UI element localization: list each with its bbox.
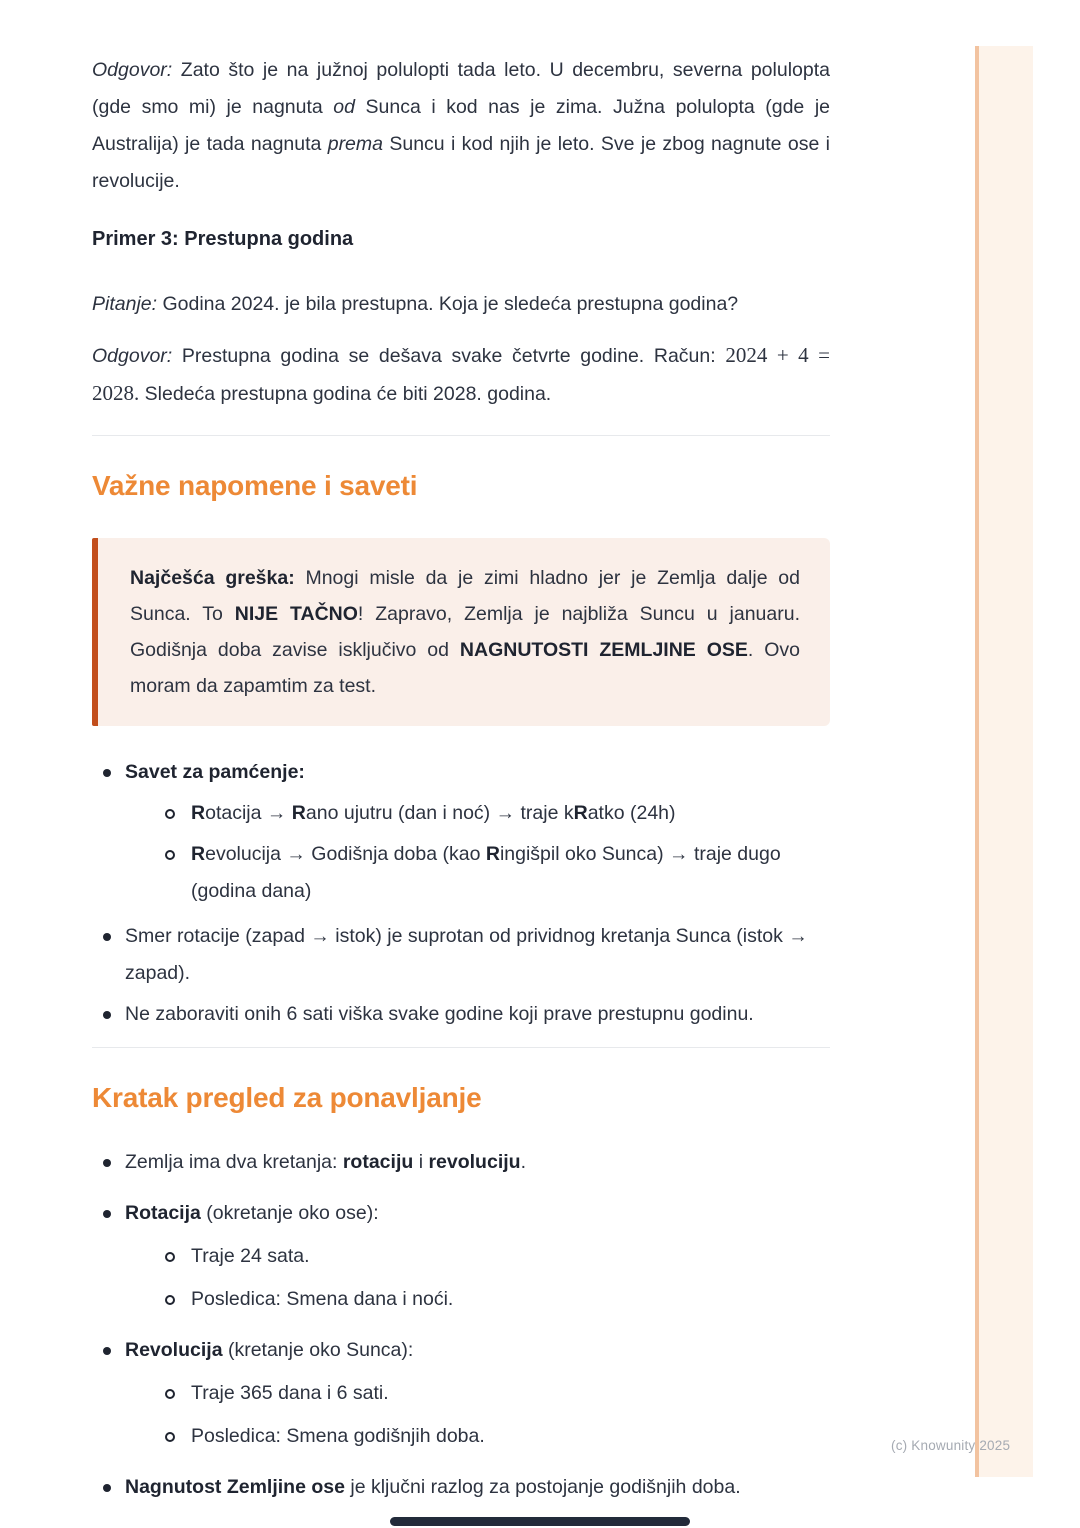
watermark-copyright: (c) Knowunity 2025 <box>891 1438 1011 1453</box>
list-subitem-rotation-mnemonic <box>158 795 830 832</box>
list-item-text: Savet za pamćenje: <box>125 761 305 783</box>
list-item-text: Ne zaboraviti onih 6 sati viška svake godine koji prave prestupnu godinu. <box>125 1003 754 1025</box>
list-item-text: Traje 365 dana i 6 sati. <box>191 1382 389 1404</box>
list-item-text: Posledica: Smena dana i noći. <box>191 1288 454 1310</box>
paragraph-answer-leap-year: Odgovor: Prestupna godina se dešava svake četvrte godine. Račun: 2024 + 4 = 2028. Sledeća prestupna godina će biti 2028. godina. <box>92 343 830 405</box>
list-item-two-motions <box>92 1144 830 1181</box>
paragraph-question-leap-year: Pitanje: Godina 2024. je bila prestupna. Koja je sledeća prestupna godina? <box>92 293 739 315</box>
list-item-rotation <box>92 1195 830 1318</box>
list-item-rotation-direction <box>92 918 830 992</box>
right-margin-stripe <box>975 46 1033 1477</box>
list-item-memory-tip <box>92 754 830 910</box>
list-item-text: Nagnutost Zemljine ose je ključni razlog za postojanje godišnjih doba. <box>125 1476 741 1498</box>
list-item-text: Zemlja ima dva kretanja: rotaciju i revoluciju. <box>125 1151 526 1173</box>
list-item-text: Revolucija (kretanje oko Sunca): <box>125 1339 414 1361</box>
list-item-text: Rotacija (okretanje oko ose): <box>125 1202 379 1224</box>
section-divider-1 <box>92 435 830 436</box>
heading-primer-3: Primer 3: Prestupna godina <box>92 228 354 250</box>
list-item-axis-tilt <box>92 1469 830 1506</box>
heading-important-notes: Važne napomene i saveti <box>92 470 418 501</box>
list-subitem-rotation-consequence <box>158 1281 830 1318</box>
callout-text: Najčešća greška: Mnogi misle da je zimi hladno jer je Zemlja dalje od Sunca. To NIJE TAČNO! Zapravo, Zemlja je najbliža Suncu u januaru. Godišnja doba zavise isključivo od NAGNUTOSTI ZEMLJINE OSE. Ovo moram da zapamtim za test. <box>130 567 801 697</box>
list-subitem-revolution-consequence <box>158 1418 830 1455</box>
heading-quick-review: Kratak pregled za ponavljanje <box>92 1082 482 1113</box>
memory-tip-sublist <box>125 795 830 910</box>
revolution-sublist <box>125 1375 830 1455</box>
tips-list <box>92 754 830 1033</box>
list-item-text: Revolucija → Godišnja doba (kao Ringišpil oko Sunca) → traje dugo (godina dana) <box>191 843 781 902</box>
list-subitem-revolution-mnemonic <box>158 836 830 910</box>
list-item-text: Traje 24 sata. <box>191 1245 310 1267</box>
section-divider-2 <box>92 1047 830 1048</box>
callout-common-mistake <box>92 538 830 726</box>
review-list <box>92 1144 830 1506</box>
note-content <box>92 0 830 1520</box>
home-indicator[interactable] <box>390 1517 690 1526</box>
list-item-text: Rotacija → Rano ujutru (dan i noć) → traje kRatko (24h) <box>191 802 676 824</box>
list-item-revolution <box>92 1332 830 1455</box>
rotation-sublist <box>125 1238 830 1318</box>
list-item-text: Posledica: Smena godišnjih doba. <box>191 1425 485 1447</box>
list-item-leap-hours <box>92 996 830 1033</box>
list-subitem-rotation-duration <box>158 1238 830 1275</box>
list-item-text: Smer rotacije (zapad → istok) je suprotan od prividnog kretanja Sunca (istok → zapad). <box>125 925 808 984</box>
list-subitem-revolution-duration <box>158 1375 830 1412</box>
paragraph-answer-seasons: Odgovor: Zato što je na južnoj polulopti tada leto. U decembru, severna polulopta (gde smo mi) je nagnuta od Sunca i kod nas je zima. Južna polulopta (gde je Australija) je tada nagnuta prema Suncu i kod njih je leto. Sve je zbog nagnute ose i revolucije. <box>92 59 830 192</box>
